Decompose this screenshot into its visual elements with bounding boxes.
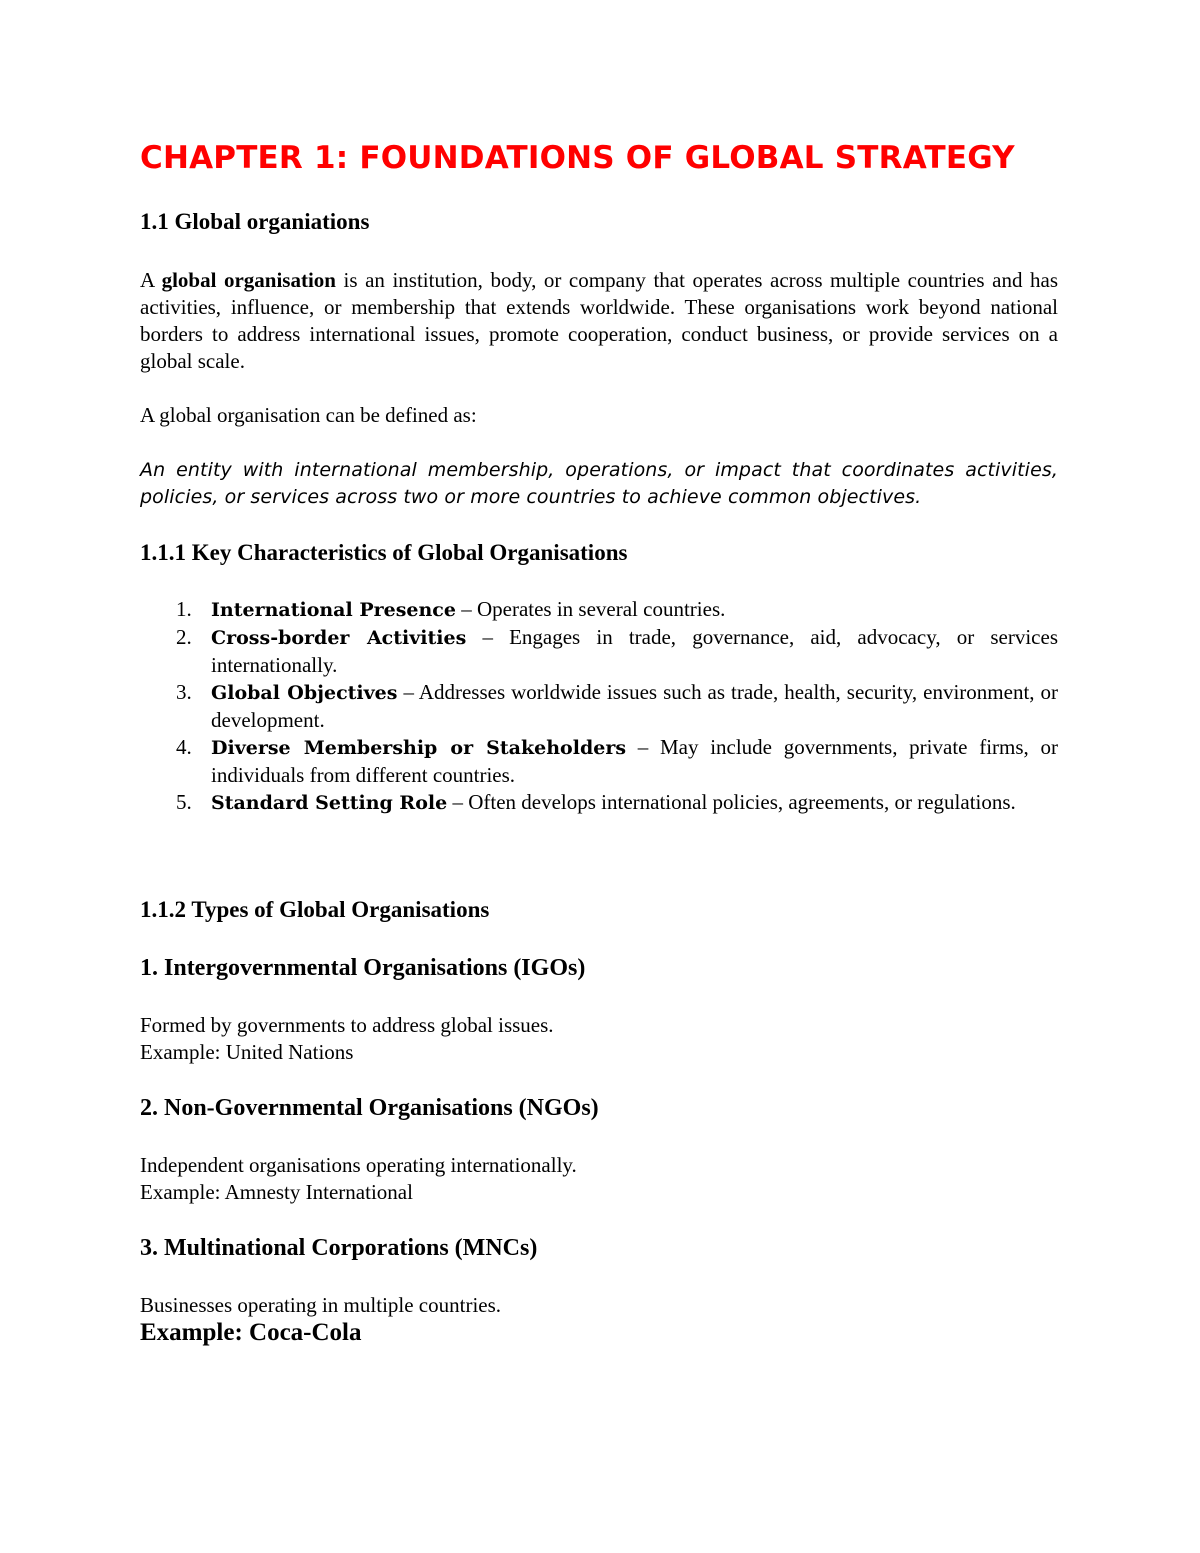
ngo-description: Independent organisations operating internationally. — [140, 1153, 577, 1177]
section-1-1-heading: 1.1 Global organiations — [140, 209, 370, 234]
item-term: Diverse Membership or Stakeholders — [211, 737, 627, 759]
characteristics-list — [140, 596, 1058, 817]
item-term: International Presence — [211, 599, 456, 621]
definition-text: An entity with international membership, operations, or impact that coordinates activities, policies, or services across two or more countries to achieve common objectives. — [140, 459, 1058, 508]
intro-paragraph — [140, 267, 1058, 375]
item-term: Global Objectives — [211, 682, 398, 704]
igo-heading: 1. Intergovernmental Organisations (IGOs) — [140, 955, 586, 981]
item-desc: – Addresses worldwide issues such as trade, health, security, environment, or development. — [211, 680, 1059, 732]
chapter-title: CHAPTER 1: FOUNDATIONS OF GLOBAL STRATEGY — [140, 140, 1015, 176]
list-item: 3. Global Objectives – Addresses worldwide issues such as trade, health, security, environment, or development. — [176, 680, 1059, 732]
list-item: 5. Standard Setting Role – Often develops international policies, agreements, or regulations. — [176, 790, 1016, 814]
item-desc: – May include governments, private firms, or individuals from different countries. — [211, 735, 1058, 787]
definition-lead: A global organisation can be defined as: — [140, 403, 477, 427]
section-1-1-2-heading: 1.1.2 Types of Global Organisations — [140, 897, 490, 922]
igo-example: Example: United Nations — [140, 1040, 354, 1064]
list-item: 1. International Presence – Operates in several countries. — [176, 597, 726, 621]
list-item: 2. Cross-border Activities – Engages in trade, governance, aid, advocacy, or services internationally. — [176, 625, 1058, 677]
item-desc: – Engages in trade, governance, aid, advocacy, or services internationally. — [211, 625, 1058, 677]
item-term: Cross-border Activities — [211, 627, 467, 649]
mnc-example: Example: Coca-Cola — [140, 1319, 362, 1346]
mnc-description: Businesses operating in multiple countries. — [140, 1293, 502, 1317]
intro-rest: is an institution, body, or company that operates across multiple countries and has activities, influence, or membership that extends worldwide. These organisations work beyond national borders to address international issues, promote cooperation, conduct business, or provide services on a global scale. — [140, 268, 1058, 373]
mnc-heading: 3. Multinational Corporations (MNCs) — [140, 1235, 538, 1261]
item-desc: – Often develops international policies, agreements, or regulations. — [447, 790, 1016, 814]
item-term: Standard Setting Role — [211, 792, 448, 814]
ngo-example: Example: Amnesty International — [140, 1180, 413, 1204]
list-item: 4. Diverse Membership or Stakeholders – May include governments, private firms, or individuals from different countries. — [176, 735, 1058, 787]
intro-prefix: A — [140, 268, 162, 292]
igo-description: Formed by governments to address global issues. — [140, 1013, 554, 1037]
intro-term: global organisation — [161, 268, 336, 292]
section-1-1-1-heading: 1.1.1 Key Characteristics of Global Organisations — [140, 540, 628, 565]
item-desc: – Operates in several countries. — [455, 597, 726, 621]
ngo-heading: 2. Non-Governmental Organisations (NGOs) — [140, 1095, 599, 1121]
